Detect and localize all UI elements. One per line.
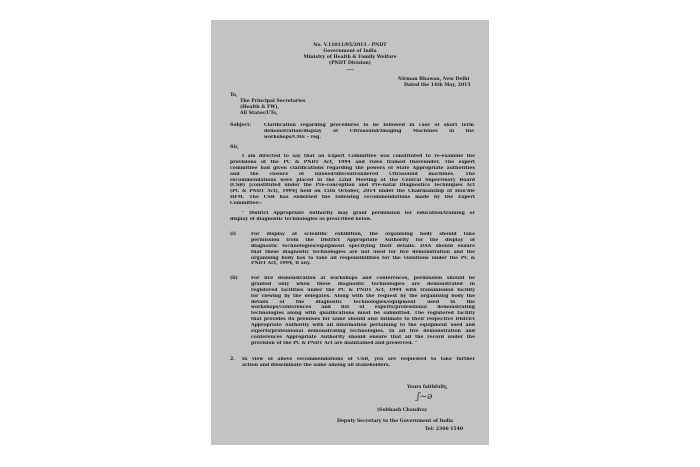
scanned-letter bbox=[211, 20, 489, 445]
address-line: (Health & FW), bbox=[240, 105, 280, 110]
address-to: To, bbox=[230, 93, 238, 98]
signatory-telephone: Tel: 2306 1540 bbox=[425, 427, 464, 432]
para-2-marker: 2. bbox=[230, 357, 235, 362]
signatory-designation: Deputy Secretary to the Government of India bbox=[337, 419, 454, 424]
item-ii-marker: (ii) bbox=[230, 276, 238, 281]
paragraph-2: In view of above recommendations of CSB, you are requested to take further action and disseminate the same among all stakeholders. bbox=[242, 357, 475, 368]
address-line: The Principal Secretaries bbox=[240, 99, 306, 104]
subject-label: Subject: bbox=[230, 123, 252, 128]
paragraph-1: I am directed to say that an Expert Committee was constituted to re-examine the provisions of the PC & PNDT Act, 1994 and rules framed thereunder. The expert committee had given clarifications regarding the powers of State Appropriate authorities and the closure of unused/idle/surrendered Ultrasound machines. The recommendations were placed in the 22nd Meeting of the Central Supervisory Board (CSB) [constituted under the Pre-conception and Pre-natal Diagnostics Techniques Act (PC & PNDT Act), 1994] held on 15th October, 2014 under the Chairmanship of Hon'ble HFM. The CSB has endorsed the following recommendations made by the Expert Committee:- bbox=[230, 154, 475, 207]
date-line: Dated the 14th May, 2015 bbox=[404, 83, 471, 88]
address-line: All States/UTs, bbox=[240, 111, 278, 116]
handwritten-signature: ʃ~ǝ bbox=[417, 392, 433, 402]
recommendation-intro: " District Appropriate Authority may grant permission for education/training or display of diagnostic technologies as prescribed below. bbox=[230, 211, 475, 222]
subject-text: Clarification regarding procedures to be followed in case of short term demonstration/display of Ultrasound/Imaging Machines in the workshops/CME – reg. bbox=[264, 123, 474, 140]
signatory-name: (Subhash Chandra) bbox=[377, 408, 427, 413]
division-line: (PNDT Division) bbox=[329, 61, 371, 66]
salutation: Sir, bbox=[230, 145, 239, 150]
item-i-text: For display at scientific exhibition, the organising body should take permission from the District Appropriate Authority for the display of diagnostic technologies/equipment specifying their details. DAA should ensure that these diagnostic technologies are not used for live demonstration and the organising body has to take all responsibilities for the violations under the PC & PNDT Act, 1994, if any. bbox=[251, 232, 475, 267]
place-line: Nirman Bhawan, New Delhi bbox=[398, 77, 470, 82]
file-number: No. V.11011/05/2013 - PNDT bbox=[313, 43, 387, 48]
header-separator: ---- bbox=[346, 68, 354, 73]
closing-line: Yours faithfully, bbox=[407, 385, 448, 390]
item-ii-text: For live demonstration at workshops and conferences, permission should be granted only when these diagnostic technologies are demonstrated in registered facilities under the PC & PNDT Act, 1994 with transmission facility for viewing by the delegates. Along with the request by the organising body the details of the diagnostic technologies/equipment used in the workshops/conferences and list of experts/professional demonstrating technologies along with qualifications must be submitted. The registered facility that provides its premises for same should also intimate to their respective District Appropriate Authority with all information pertaining to the equipment used and experts/professional demonstrating technologies. In all live demonstration and conferences Appropriate Authority should ensure that all the record under the provision of the PC & PNDT Act are maintained and preserved. " bbox=[251, 276, 475, 346]
ministry-line: Ministry of Health & Family Welfare bbox=[303, 55, 397, 60]
government-line: Government of India bbox=[323, 49, 377, 54]
item-i-marker: (i) bbox=[230, 232, 237, 237]
